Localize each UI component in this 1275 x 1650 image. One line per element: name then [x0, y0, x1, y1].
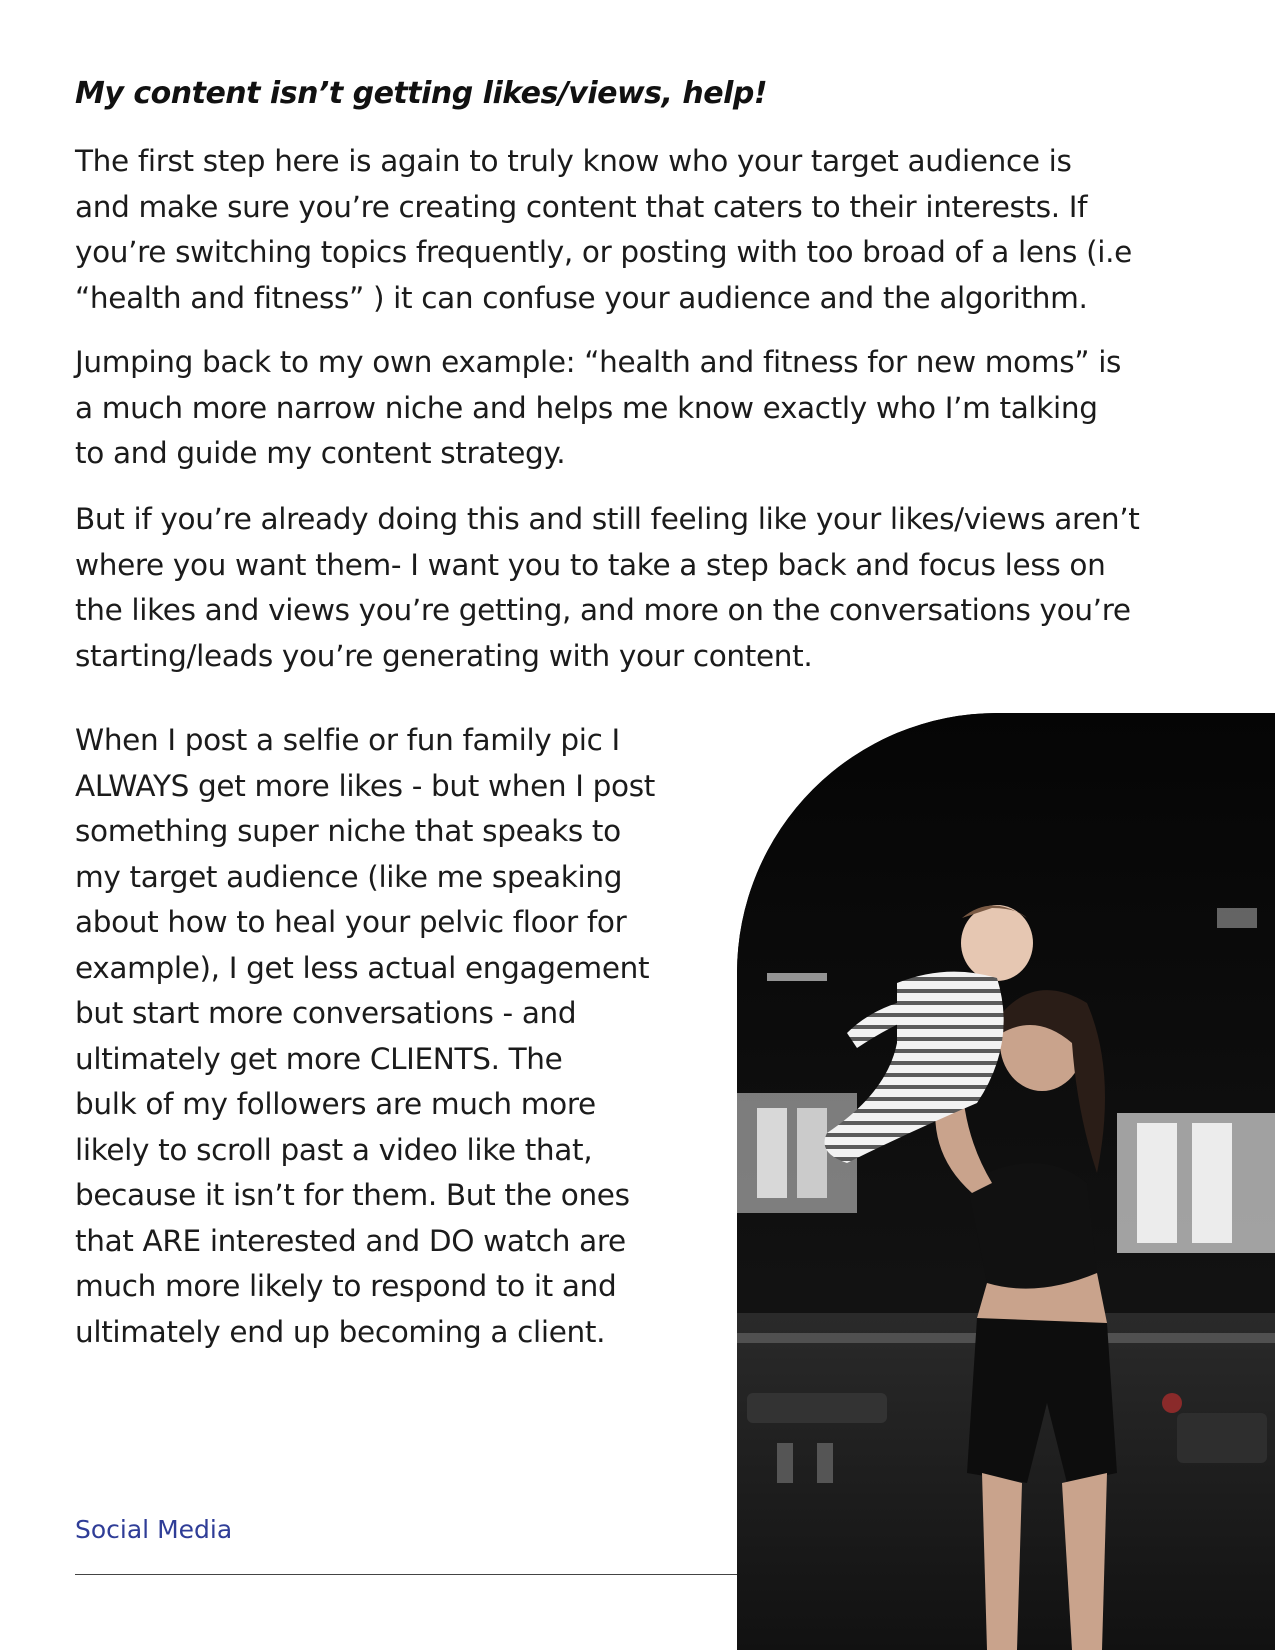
body-paragraph-1: The first step here is again to truly know who your target audience is and make sure you’re creating content that caters to their interests. If you’re switching topics frequently, or posting with too broad of a lens (i.e “health and fitness” ) it can confuse your audience and the algorithm. — [75, 144, 1132, 315]
footer-section-label: Social Media — [75, 1515, 233, 1544]
body-paragraph-3: But if you’re already doing this and still feeling like your likes/views aren’t where you want them- I want you to take a step back and focus less on the likes and views you’re getting, and more on the conversations you’re starting/leads you’re generating with your content. — [75, 502, 1140, 673]
body-paragraph-4: When I post a selfie or fun family pic I ALWAYS get more likes - but when I post something super niche that speaks to my target audience (like me speaking about how to heal your pelvic floor for example), I get less actual engagement but start more conversations - and ultimately get more CLIENTS. The bulk of my followers are much more likely to scroll past a video like that, because it isn’t for them. But the ones that ARE interested and DO watch are much more likely to respond to it and ultimately end up becoming a client. — [75, 723, 655, 1349]
body-paragraph-2: Jumping back to my own example: “health and fitness for new moms” is a much more narrow niche and helps me know exactly who I’m talking to and guide my content strategy. — [75, 345, 1122, 470]
section-heading: My content isn’t getting likes/views, help! — [75, 76, 768, 111]
footer-divider — [75, 1574, 737, 1575]
mother-baby-gym-photo — [737, 713, 1275, 1650]
